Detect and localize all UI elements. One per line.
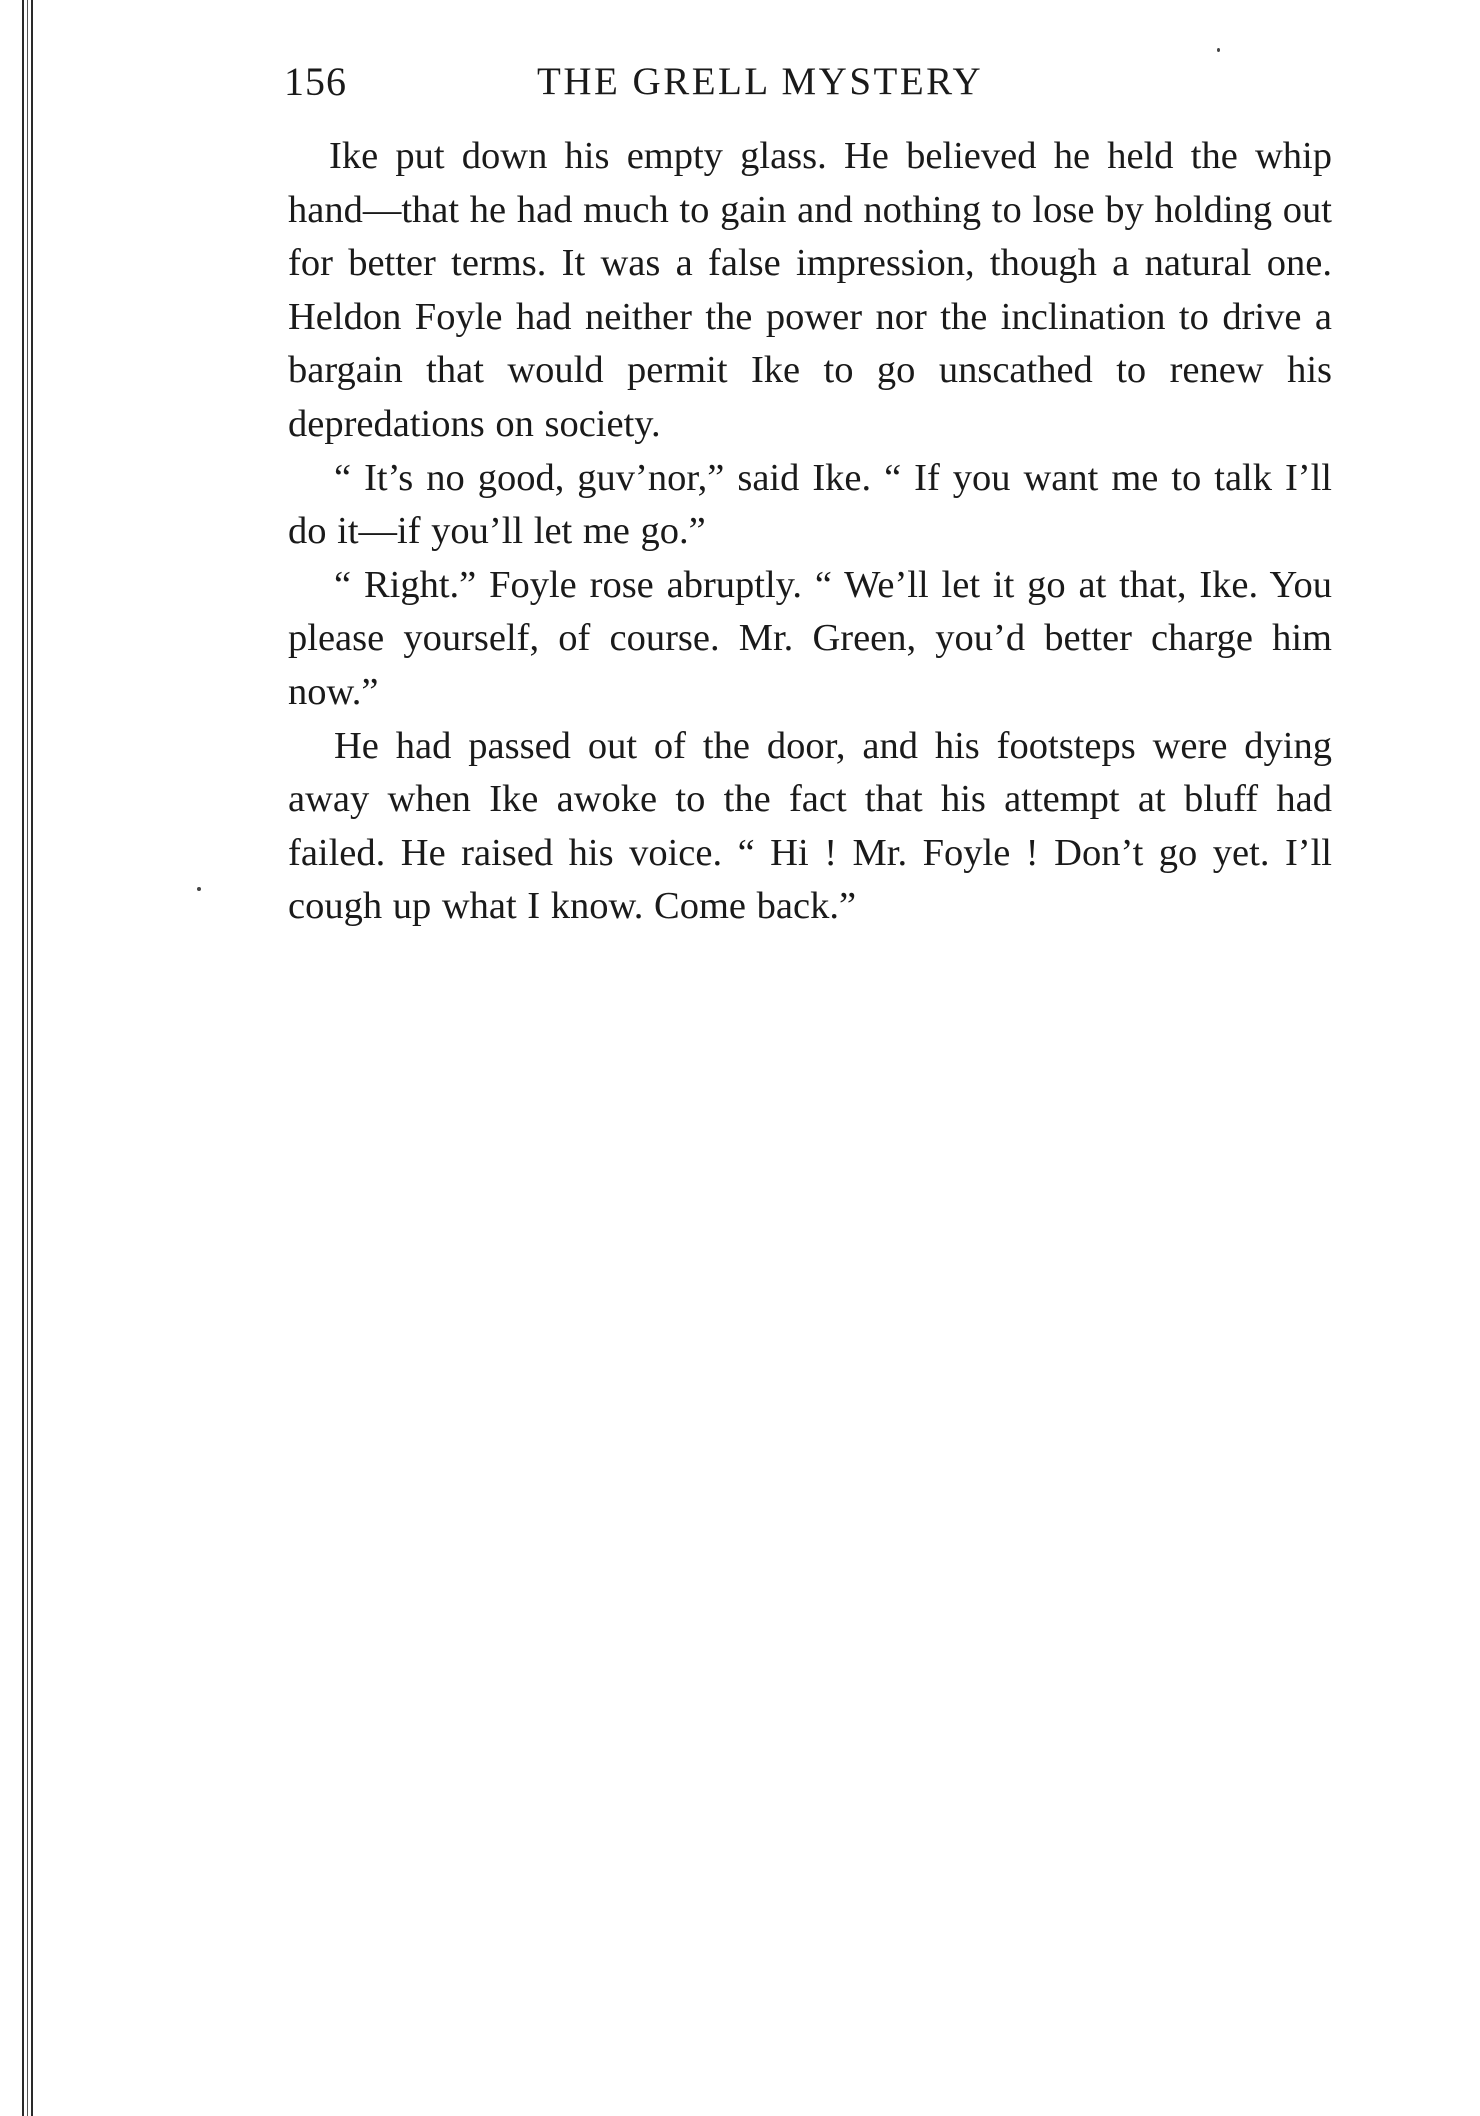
binding-edge-line bbox=[31, 0, 33, 2116]
paragraph: Ike put down his empty glass. He believed he held the whip hand—that he had much to gain and nothing to lose by holding out for better terms. It was a false impression, though a natural one. Heldon Foyle had neither the power nor the inclination to drive a bargain that would permit Ike to go unscathed to renew his depredations on society. bbox=[288, 135, 1332, 445]
running-head bbox=[284, 52, 1328, 112]
binding-edge-line bbox=[27, 0, 28, 2116]
paragraph: “ Right.” Foyle rose abruptly. “ We’ll let it go at that, Ike. You please yourself, of course. Mr. Green, you’d better charge him now.” bbox=[288, 563, 1332, 713]
paragraph: “ It’s no good, guv’nor,” said Ike. “ If you want me to talk I’ll do it—if you’ll let me go.” bbox=[288, 456, 1332, 553]
paragraph: He had passed out of the door, and his footsteps were dying away when Ike awoke to the fact that his attempt at bluff had failed. He raised his voice. “ Hi ! Mr. Foyle ! Don’t go yet. I’ll cough up what I know. Come back.” bbox=[288, 724, 1332, 928]
scan-speck bbox=[197, 887, 201, 891]
running-title: THE GRELL MYSTERY bbox=[537, 60, 984, 103]
binding-edge-line bbox=[22, 0, 24, 2116]
page-number: 156 bbox=[284, 59, 347, 104]
body-text bbox=[288, 130, 1332, 934]
